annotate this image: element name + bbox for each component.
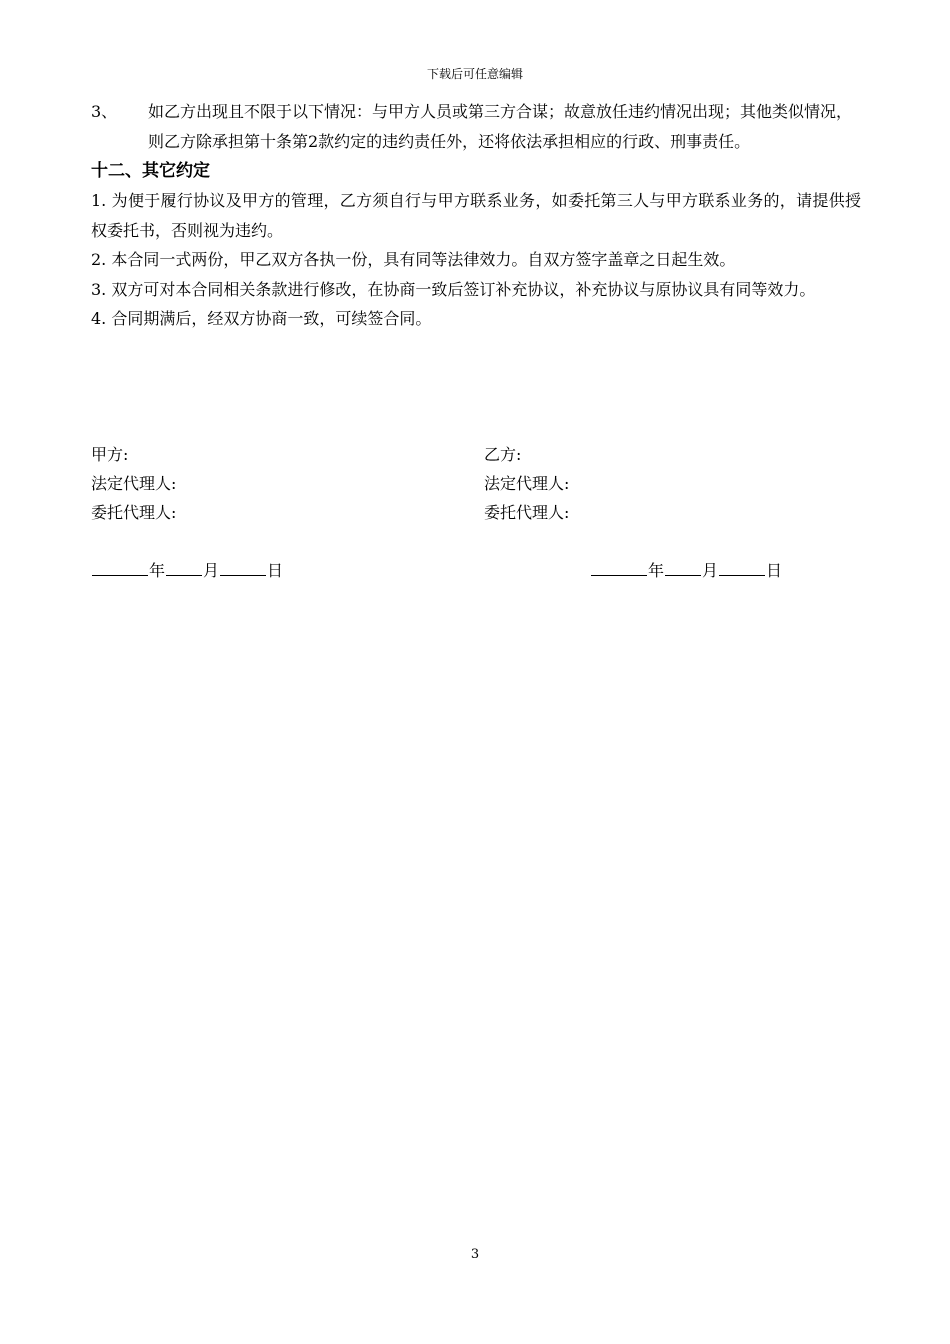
day-blank xyxy=(719,555,765,576)
day-label: 日 xyxy=(267,561,284,580)
month-blank xyxy=(166,555,202,576)
party-a-agent-label: 委托代理人: xyxy=(91,503,177,522)
month-label: 月 xyxy=(203,561,220,580)
month-blank xyxy=(665,555,701,576)
date-line-party-b xyxy=(590,555,782,585)
section-item-1: 1. 为便于履行协议及甲方的管理，乙方须自行与甲方联系业务，如委托第三人与甲方联系业务的，请提供授权委托书，否则视为违约。 xyxy=(91,191,861,240)
party-b-legal-rep-label: 法定代理人: xyxy=(484,474,570,493)
page-header: 下载后可任意编辑 xyxy=(426,67,523,81)
day-label: 日 xyxy=(766,561,783,580)
section-heading: 十二、其它约定 xyxy=(91,161,210,181)
section-item-3: 3. 双方可对本合同相关条款进行修改，在协商一致后签订补充协议，补充协议与原协议具有同等效力。 xyxy=(91,279,816,299)
date-line-party-a xyxy=(91,555,283,585)
section-item-2: 2. 本合同一式两份，甲乙双方各执一份，具有同等法律效力。自双方签字盖章之日起生效。 xyxy=(91,250,736,269)
year-label: 年 xyxy=(149,561,166,580)
party-a-label: 甲方: xyxy=(91,445,129,464)
clause-item-3 xyxy=(91,97,861,156)
party-b-label: 乙方: xyxy=(484,445,522,464)
clause-number: 3、 xyxy=(91,102,118,121)
year-blank xyxy=(92,555,148,576)
day-blank xyxy=(220,555,266,576)
party-a-legal-rep-label: 法定代理人: xyxy=(91,474,177,493)
month-label: 月 xyxy=(702,561,719,580)
page-number: 3 xyxy=(470,1247,480,1262)
party-b-agent-label: 委托代理人: xyxy=(484,503,570,522)
section-item-4: 4. 合同期满后，经双方协商一致，可续签合同。 xyxy=(91,309,432,328)
year-label: 年 xyxy=(648,561,665,580)
document-body xyxy=(91,97,861,334)
year-blank xyxy=(591,555,647,576)
clause-text: 如乙方出现且不限于以下情况：与甲方人员或第三方合谋；故意放任违约情况出现；其他类似情况，则乙方除承担第十条第2款约定的违约责任外，还将依法承担相应的行政、刑事责任。 xyxy=(148,102,853,151)
